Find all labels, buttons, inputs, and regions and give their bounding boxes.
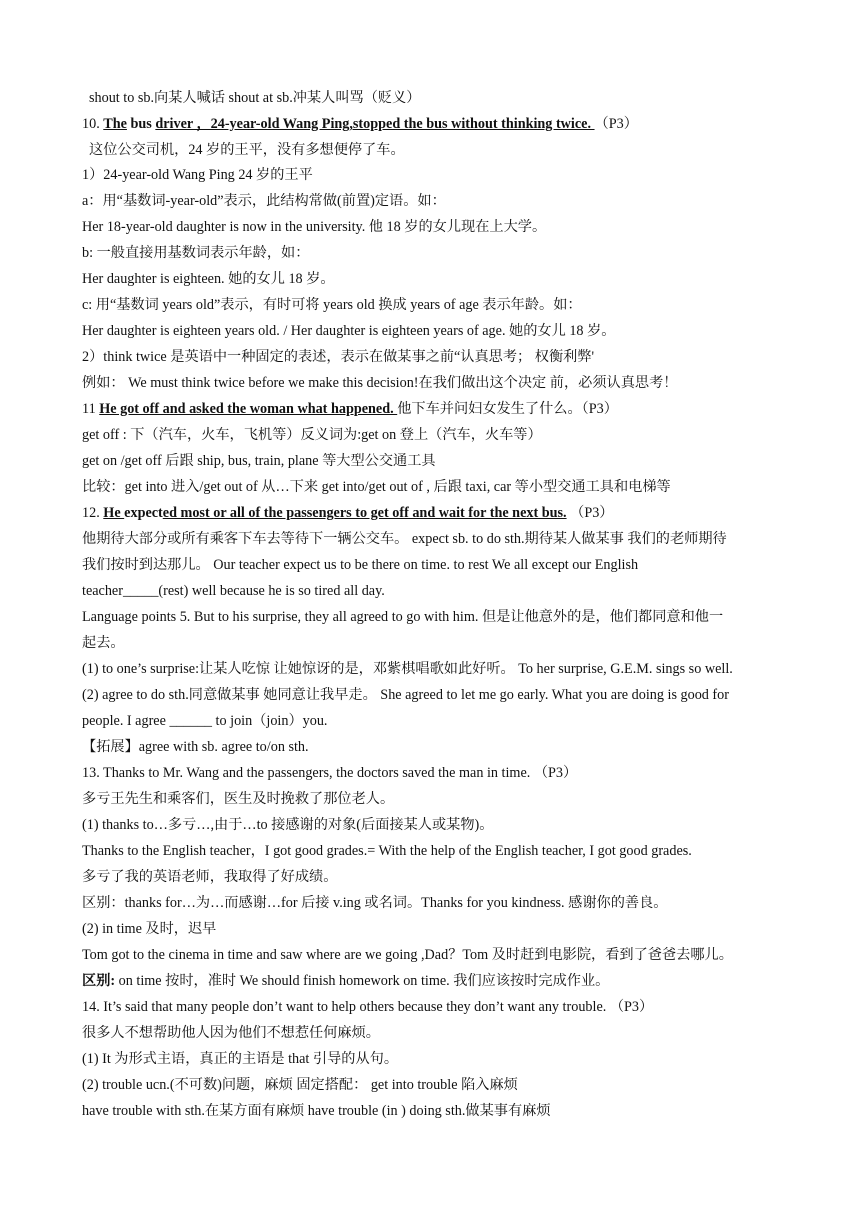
bold-word: expect bbox=[124, 505, 163, 521]
note-line: 起去。 bbox=[82, 635, 125, 651]
translation-line: 多亏王先生和乘客们，医生及时挽救了那位老人。 bbox=[82, 791, 395, 807]
exercise-line: teacher_____(rest) well because he is so tired all day. bbox=[82, 583, 385, 599]
note-line: 2）think twice 是英语中一种固定的表述，表示在做某事之前“认真思考； 权衡利弊' bbox=[82, 349, 595, 365]
exercise-line: people. I agree ______ to join（join）you. bbox=[82, 713, 328, 729]
note-line: a：用“基数词-year-old”表示，此结构常做(前置)定语。如： bbox=[82, 193, 446, 209]
note-line: have trouble with sth.在某方面有麻烦 have trouble (in ) doing sth.做某事有麻烦 bbox=[82, 1103, 551, 1119]
page-ref: （P3） bbox=[594, 116, 638, 132]
item-12-heading bbox=[82, 504, 613, 522]
compare-line bbox=[82, 972, 609, 990]
item-number: 10. bbox=[82, 116, 104, 132]
key-sentence: driver ，24-year-old Wang Ping,stopped the bus without thinking twice. bbox=[155, 116, 595, 132]
item-number: 11 bbox=[82, 401, 100, 417]
note-line: get on /get off 后跟 ship, bus, train, plane 等大型公交通工具 bbox=[82, 453, 436, 469]
item-14-heading: 14. It’s said that many people don’t want to help others because they don’t want any trouble. （P3） bbox=[82, 999, 654, 1015]
example-line: Tom got to the cinema in time and saw where are we going ,Dad？Tom 及时赶到电影院，看到了爸爸去哪儿。 bbox=[82, 947, 733, 963]
page-ref: （P3） bbox=[566, 505, 614, 521]
translation-line: 这位公交司机，24 岁的王平，没有多想便停了车。 bbox=[89, 142, 405, 158]
note-line: 他期待大部分或所有乘客下车去等待下一辆公交车。 expect sb. to do sth.期待某人做某事 我们的老师期待 bbox=[82, 531, 727, 547]
note-line: Language points 5. But to his surprise, they all agreed to go with him. 但是让他意外的是，他们都同意和他一 bbox=[82, 609, 724, 625]
note-line: 我们按时到达那儿。 Our teacher expect us to be there on time. to rest We all except our English bbox=[82, 557, 639, 573]
example-line: 例如： We must think twice before we make this decision!在我们做出这个决定 前，必须认真思考！ bbox=[82, 375, 678, 391]
compare-text: on time 按时，准时 We should finish homework on time. 我们应该按时完成作业。 bbox=[115, 973, 610, 989]
line-shout: shout to sb.向某人喊话 shout at sb.冲某人叫骂（贬义） bbox=[89, 90, 421, 106]
note-line: (2) trouble ucn.(不可数)问题，麻烦 固定搭配： get into trouble 陷入麻烦 bbox=[82, 1077, 518, 1093]
note-line: (2) in time 及时，迟早 bbox=[82, 921, 217, 937]
note-line: (1) to one’s surprise:让某人吃惊 让她惊讶的是，邓紫棋唱歌如此好听。 To her surprise, G.E.M. sings so well. bbox=[82, 661, 733, 677]
note-line: c: 用“基数词 years old”表示，有时可将 years old 换成 years of age 表示年龄。如： bbox=[82, 297, 582, 313]
item-number: 12. bbox=[82, 505, 104, 521]
example-line: Thanks to the English teacher，I got good grades.= With the help of the English teacher, I got good grades. bbox=[82, 843, 692, 859]
example-line: Her daughter is eighteen years old. / Her daughter is eighteen years of age. 她的女儿 18 岁。 bbox=[82, 323, 616, 339]
underlined-word: The bbox=[103, 116, 127, 132]
translation-line: 很多人不想帮助他人因为他们不想惹任何麻烦。 bbox=[82, 1025, 380, 1041]
note-line: (1) It 为形式主语，真正的主语是 that 引导的从句。 bbox=[82, 1051, 399, 1067]
translation: 他下车并问妇女发生了什么。（P3） bbox=[397, 401, 618, 417]
extension-line: 【拓展】agree with sb. agree to/on sth. bbox=[82, 739, 309, 755]
compare-label: 区别: bbox=[82, 973, 116, 989]
note-line: 区别：thanks for…为…而感谢…for 后接 v.ing 或名词。Thanks for you kindness. 感谢你的善良。 bbox=[82, 895, 668, 911]
note-line: (1) thanks to…多亏…,由于…to 接感谢的对象(后面接某人或某物)。 bbox=[82, 817, 494, 833]
note-line: b: 一般直接用基数词表示年龄，如： bbox=[82, 245, 310, 261]
note-line: 1）24-year-old Wang Ping 24 岁的王平 bbox=[82, 167, 313, 183]
note-line: get off : 下（汽车，火车，飞机等）反义词为:get on 登上（汽车，火车等） bbox=[82, 427, 542, 443]
item-13-heading: 13. Thanks to Mr. Wang and the passengers, the doctors saved the man in time. （P3） bbox=[82, 765, 578, 781]
key-sentence: ed most or all of the passengers to get off and wait for the next bus. bbox=[162, 505, 567, 521]
bold-word: bus bbox=[126, 116, 156, 132]
translation-line: 多亏了我的英语老师，我取得了好成绩。 bbox=[82, 869, 338, 885]
item-10-heading bbox=[82, 115, 638, 133]
note-line: 比较：get into 进入/get out of 从…下来 get into/get out of , 后跟 taxi, car 等小型交通工具和电梯等 bbox=[82, 479, 671, 495]
note-line: (2) agree to do sth.同意做某事 她同意让我早走。 She agreed to let me go early. What you are doing is good for bbox=[82, 687, 729, 703]
underlined-word: He bbox=[103, 505, 125, 521]
key-sentence: He got off and asked the woman what happened. bbox=[99, 401, 398, 417]
example-line: Her 18-year-old daughter is now in the university. 他 18 岁的女儿现在上大学。 bbox=[82, 219, 547, 235]
item-11-heading bbox=[82, 400, 618, 418]
example-line: Her daughter is eighteen. 她的女儿 18 岁。 bbox=[82, 271, 335, 287]
